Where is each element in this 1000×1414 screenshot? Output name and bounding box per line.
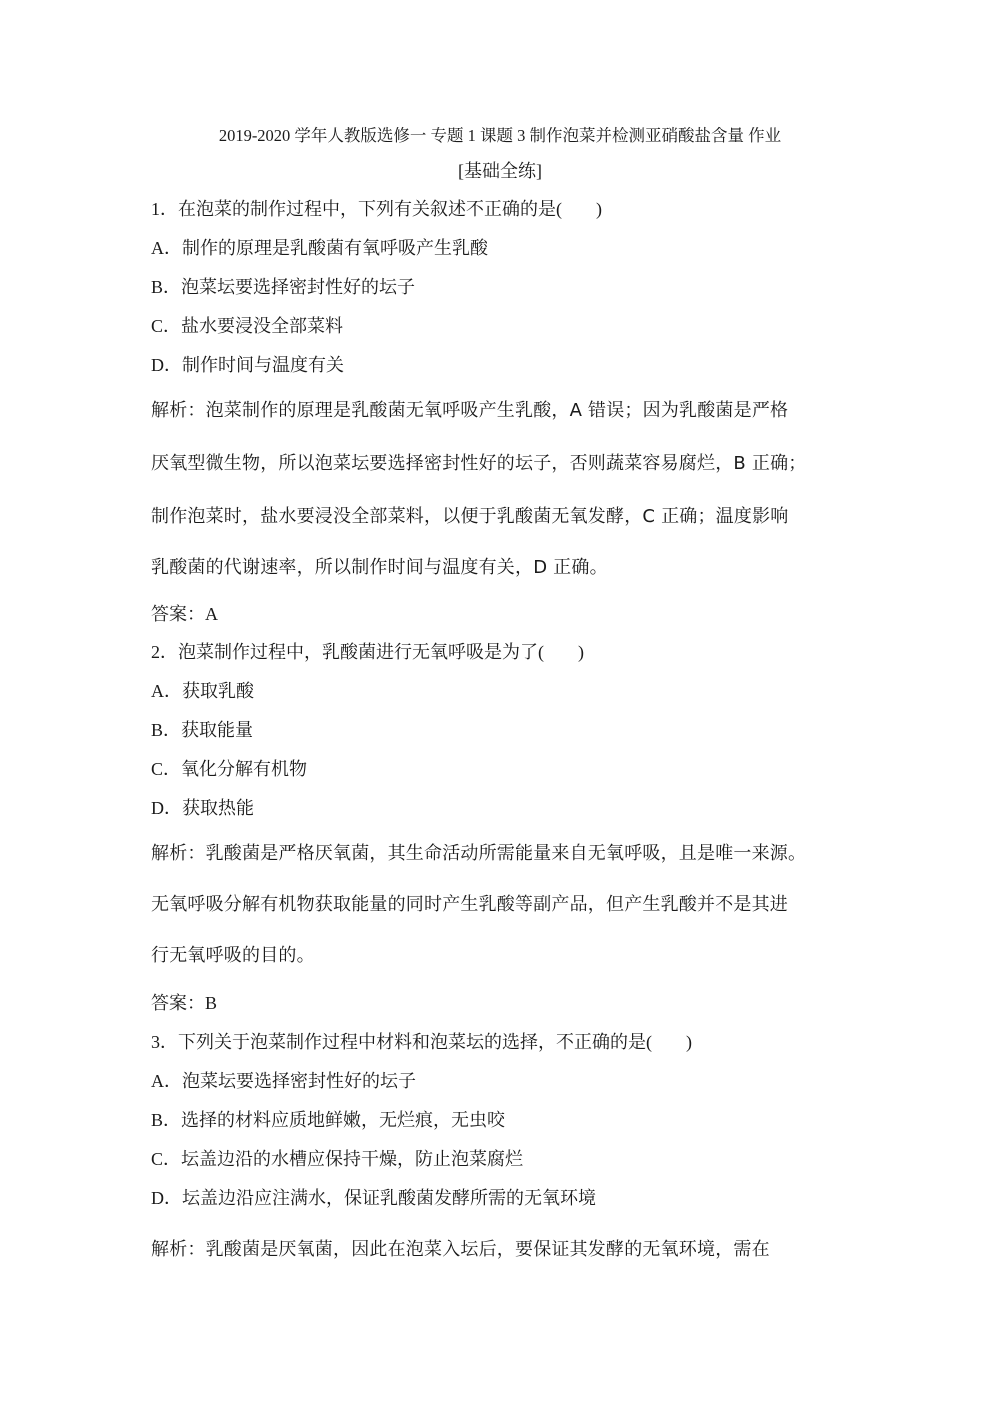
question-2-stem <box>151 641 584 663</box>
question-1-option-c: C．盐水要浸没全部菜料 <box>151 316 344 336</box>
question-stem-text: 3．下列关于泡菜制作过程中材料和泡菜坛的选择，不正确的是( <box>151 1032 652 1052</box>
question-3-option-a: A．泡菜坛要选择密封性好的坛子 <box>151 1071 416 1091</box>
question-1-option-d: D．制作时间与温度有关 <box>151 355 344 375</box>
question-2-option-c: C．氧化分解有机物 <box>151 759 308 779</box>
paren-close: ) <box>578 642 584 662</box>
question-1-analysis-line-1: 解析：泡菜制作的原理是乳酸菌无氧呼吸产生乳酸，A 错误；因为乳酸菌是严格 <box>151 400 789 421</box>
question-1-option-a: A．制作的原理是乳酸菌有氧呼吸产生乳酸 <box>151 238 488 258</box>
question-1-analysis-line-4: 乳酸菌的代谢速率，所以制作时间与温度有关，D 正确。 <box>151 557 608 578</box>
question-2-analysis-line-2: 无氧呼吸分解有机物获取能量的同时产生乳酸等副产品，但产生乳酸并不是其进 <box>151 894 788 915</box>
question-1-analysis-line-3: 制作泡菜时，盐水要浸没全部菜料，以便于乳酸菌无氧发酵，C 正确；温度影响 <box>151 506 789 527</box>
question-stem-text: 1．在泡菜的制作过程中，下列有关叙述不正确的是( <box>151 199 562 219</box>
question-stem-text: 2．泡菜制作过程中，乳酸菌进行无氧呼吸是为了( <box>151 642 544 662</box>
question-2-option-b: B．获取能量 <box>151 720 254 740</box>
question-3-analysis-line-1: 解析：乳酸菌是厌氧菌，因此在泡菜入坛后，要保证其发酵的无氧环境，需在 <box>151 1239 770 1260</box>
question-1-answer: 答案：A <box>151 604 218 624</box>
question-2-analysis-line-1: 解析：乳酸菌是严格厌氧菌，其生命活动所需能量来自无氧呼吸，且是唯一来源。 <box>151 843 807 864</box>
question-2-option-d: D．获取热能 <box>151 798 254 818</box>
question-3-option-d: D．坛盖边沿应注满水，保证乳酸菌发酵所需的无氧环境 <box>151 1188 596 1208</box>
paren-close: ) <box>686 1032 692 1052</box>
question-3-stem <box>151 1031 692 1053</box>
question-1-option-b: B．泡菜坛要选择密封性好的坛子 <box>151 277 416 297</box>
section-heading: [基础全练] <box>458 161 542 181</box>
question-2-answer: 答案：B <box>151 993 218 1013</box>
question-3-option-c: C．坛盖边沿的水槽应保持干燥，防止泡菜腐烂 <box>151 1149 524 1169</box>
question-1-stem <box>151 198 602 220</box>
question-2-option-a: A．获取乳酸 <box>151 681 254 701</box>
question-3-option-b: B．选择的材料应质地鲜嫩，无烂痕，无虫咬 <box>151 1110 506 1130</box>
question-2-analysis-line-3: 行无氧呼吸的目的。 <box>151 945 315 966</box>
paren-close: ) <box>596 199 602 219</box>
question-1-analysis-line-2: 厌氧型微生物，所以泡菜坛要选择密封性好的坛子，否则蔬菜容易腐烂，B 正确； <box>151 453 807 474</box>
document-title: 2019-2020 学年人教版选修一 专题 1 课题 3 制作泡菜并检测亚硝酸盐含量 作业 <box>218 126 782 145</box>
